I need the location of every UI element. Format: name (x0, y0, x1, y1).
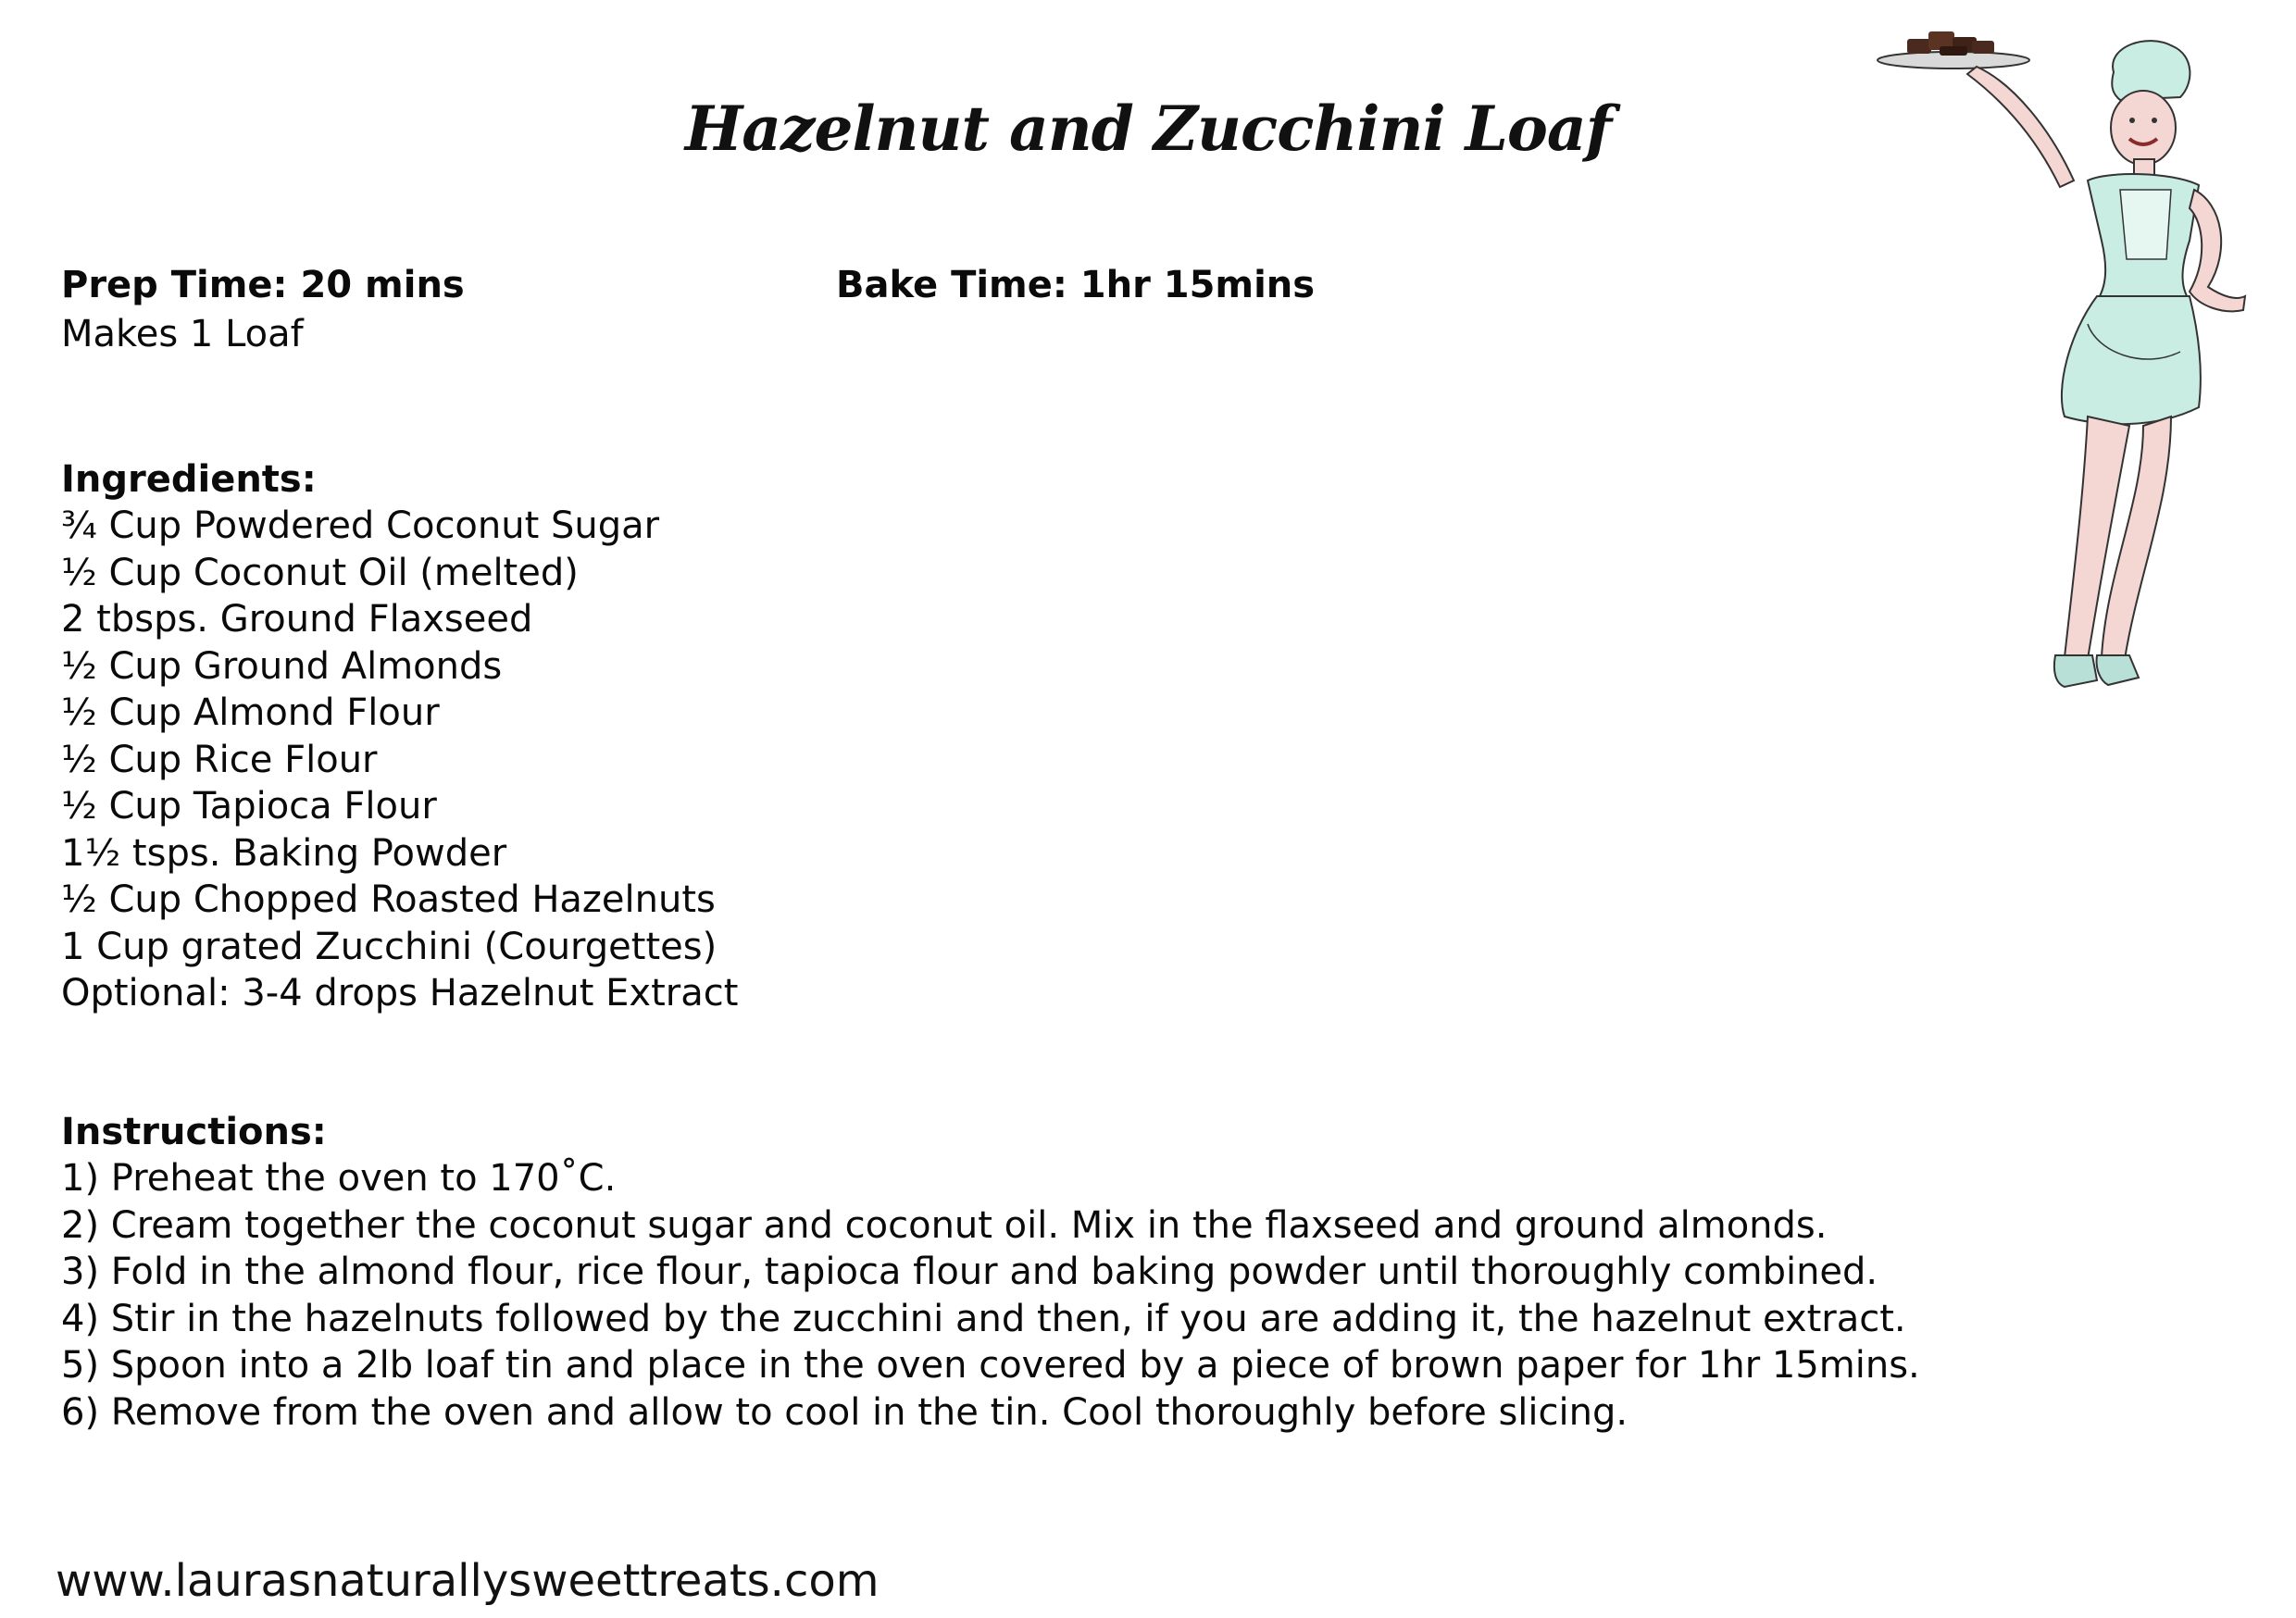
instruction-step: 3) Fold in the almond flour, rice flour, tapioca flour and baking powder until thoroughly combined. (61, 1251, 1878, 1293)
recipe-title: Hazelnut and Zucchini Loaf (684, 93, 1612, 165)
ingredient-item: 1 Cup grated Zucchini (Courgettes) (61, 925, 718, 968)
ingredients-list (61, 503, 738, 1017)
website-url: www.laurasnaturallysweettreats.com (56, 1555, 880, 1607)
ingredient-item: ¾ Cup Powdered Coconut Sugar (61, 504, 660, 547)
ingredient-item: ½ Cup Coconut Oil (melted) (61, 551, 579, 594)
bake-time: Bake Time: 1hr 15mins (836, 264, 1316, 306)
instruction-step: 4) Stir in the hazelnuts followed by the zucchini and then, if you are adding it, the hazelnut extract. (61, 1297, 1906, 1340)
ingredients-heading: Ingredients: (61, 458, 317, 501)
ingredient-item: 1½ tsps. Baking Powder (61, 831, 507, 875)
instruction-step: 6) Remove from the oven and allow to cool in the tin. Cool thoroughly before slicing. (61, 1390, 1628, 1434)
yield: Makes 1 Loaf (61, 313, 304, 355)
pin-up-baker-illustration (1875, 19, 2264, 722)
ingredient-item: ½ Cup Chopped Roasted Hazelnuts (61, 878, 716, 921)
instruction-step: 1) Preheat the oven to 170˚C. (61, 1157, 617, 1200)
ingredient-item: ½ Cup Almond Flour (61, 691, 440, 734)
ingredient-item: ½ Cup Rice Flour (61, 738, 378, 781)
ingredient-item: 2 tbsps. Ground Flaxseed (61, 598, 533, 641)
ingredient-item: ½ Cup Ground Almonds (61, 644, 503, 688)
instructions-list (61, 1155, 1920, 1436)
instruction-step: 2) Cream together the coconut sugar and coconut oil. Mix in the flaxseed and ground almonds. (61, 1203, 1828, 1247)
ingredient-item: Optional: 3-4 drops Hazelnut Extract (61, 972, 739, 1014)
instructions-heading: Instructions: (61, 1111, 327, 1153)
instruction-step: 5) Spoon into a 2lb loaf tin and place in the oven covered by a piece of brown paper for 1hr 15mins. (61, 1344, 1920, 1387)
prep-time: Prep Time: 20 mins (61, 264, 465, 306)
ingredient-item: ½ Cup Tapioca Flour (61, 785, 437, 828)
brownie-plate-icon (1878, 31, 2029, 68)
